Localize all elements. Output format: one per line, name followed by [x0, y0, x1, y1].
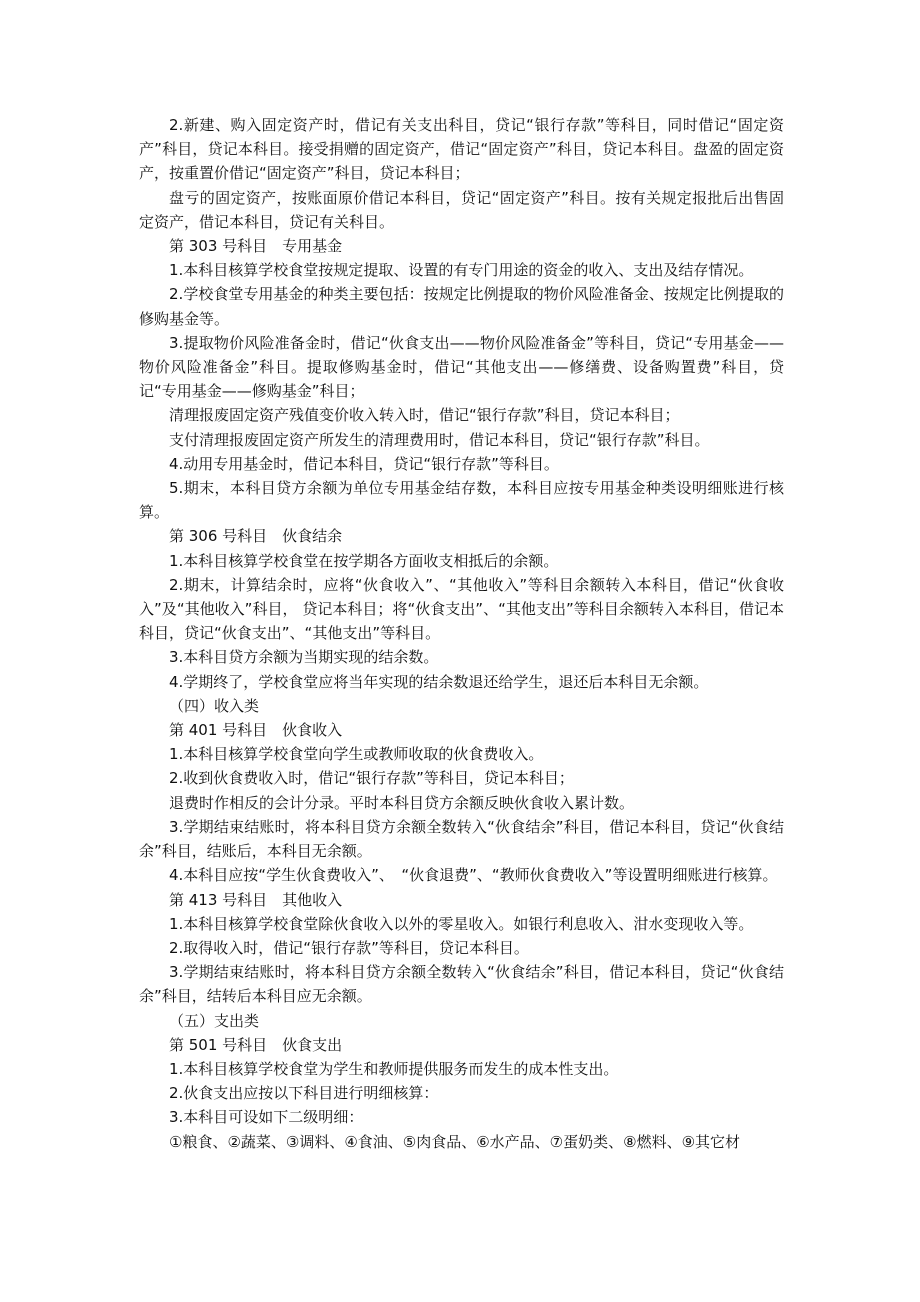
- paragraph: 1.本科目核算学校食堂按规定提取、设置的有专门用途的资金的收入、支出及结存情况。: [169, 261, 754, 280]
- paragraph: 3.本科目贷方余额为当期实现的结余数。: [169, 648, 439, 667]
- paragraph: 3.本科目可设如下二级明细：: [169, 1108, 364, 1127]
- category-heading: （四）收入类: [169, 696, 260, 715]
- paragraph: 2.伙食支出应按以下科目进行明细核算：: [169, 1084, 439, 1103]
- paragraph: 4.动用专用基金时，借记本科目，贷记“银行存款”等科目。: [169, 454, 559, 473]
- section-heading: 第 413 号科目 其他收入: [169, 890, 343, 909]
- paragraph: 清理报废固定资产残值变价收入转入时，借记“银行存款”科目，贷记本科目；: [169, 406, 680, 425]
- paragraph: 2.学校食堂专用基金的种类主要包括：按规定比例提取的物价风险准备金、按规定比例提取的修购基金等。: [139, 285, 784, 328]
- paragraph: 2.取得收入时，借记“银行存款”等科目，贷记本科目。: [169, 938, 529, 957]
- section-heading: 第 303 号科目 专用基金: [169, 237, 343, 256]
- paragraph: 5.期末，本科目贷方余额为单位专用基金结存数，本科目应按专用基金种类设明细账进行核算。: [139, 479, 784, 522]
- paragraph: 1.本科目核算学校食堂在按学期各方面收支相抵后的余额。: [169, 551, 559, 570]
- paragraph: 3.学期结束结账时，将本科目贷方余额全数转入“伙食结余”科目，借记本科目，贷记“伙食结余”科目，结账后，本科目无余额。: [139, 817, 784, 861]
- paragraph: 1.本科目核算学校食堂向学生或教师收取的伙食费收入。: [169, 745, 544, 764]
- paragraph: 2.收到伙食费收入时，借记“银行存款”等科目，贷记本科目；: [169, 769, 574, 788]
- paragraph: 3.学期结束结账时，将本科目贷方余额全数转入“伙食结余”科目，借记本科目，贷记“伙食结余”科目，结转后本科目应无余额。: [139, 963, 784, 1006]
- paragraph: 1.本科目核算学校食堂为学生和教师提供服务而发生的成本性支出。: [169, 1059, 619, 1078]
- paragraph: 1.本科目核算学校食堂除伙食收入以外的零星收入。如银行利息收入、泔水变现收入等。: [169, 914, 754, 933]
- paragraph: 退费时作相反的会计分录。平时本科目贷方余额反映伙食收入累计数。: [169, 793, 635, 812]
- paragraph: 2.新建、购入固定资产时，借记有关支出科目，贷记“银行存款”等科目，同时借记“固定资产”科目，贷记本科目。接受捐赠的固定资产，借记“固定资产”科目，贷记本科目。盘盈的固定资产，按重置价借记“固定资产”科目，贷记本科目；: [139, 116, 784, 183]
- section-heading: 第 401 号科目 伙食收入: [169, 721, 343, 740]
- paragraph: 4.学期终了，学校食堂应将当年实现的结余数退还给学生，退还后本科目无余额。: [169, 672, 709, 691]
- category-heading: （五）支出类: [169, 1011, 260, 1030]
- paragraph: 3.提取物价风险准备金时，借记“伙食支出——物价风险准备金”等科目，贷记“专用基金——物价风险准备金”科目。提取修购基金时，借记“其他支出——修缮费、设备购置费”科目，贷记“专用基金——修购基金”科目；: [139, 333, 784, 401]
- paragraph: ①粮食、②蔬菜、③调料、④食油、⑤肉食品、⑥水产品、⑦蛋奶类、⑧燃料、⑨其它材: [169, 1132, 741, 1151]
- paragraph: 支付清理报废固定资产所发生的清理费用时，借记本科目，贷记“银行存款”科目。: [169, 430, 710, 449]
- section-heading: 第 306 号科目 伙食结余: [169, 527, 343, 546]
- paragraph: 2.期末，计算结余时，应将“伙食收入”、“其他收入”等科目余额转入本科目，借记“伙食收入”及“其他收入”科目， 贷记本科目；将“伙食支出”、“其他支出”等科目余额转入本科目，借记本科目，贷记“伙食支出”、“其他支出”等科目。: [139, 575, 784, 643]
- paragraph: 盘亏的固定资产，按账面原价借记本科目，贷记“固定资产”科目。按有关规定报批后出售固定资产，借记本科目，贷记有关科目。: [139, 188, 784, 231]
- paragraph: 4.本科目应按“学生伙食费收入”、 “伙食退费”、“教师伙食费收入”等设置明细账进行核算。: [169, 866, 778, 885]
- section-heading: 第 501 号科目 伙食支出: [169, 1035, 343, 1054]
